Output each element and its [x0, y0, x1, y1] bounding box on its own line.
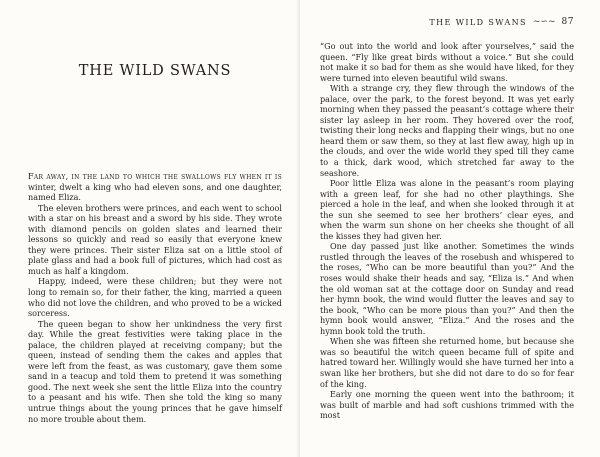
paragraph: “Go out into the world and look after yourselves,” said the queen. “Fly like great birds without a voice.” But she could not make it so bad for them as she would have liked, for they were turned into eleven beautiful wild swans.	[320, 41, 574, 83]
opening-paragraph	[28, 171, 282, 203]
paragraph: Early one morning the queen went into the bathroom; it was built of marble and had soft cushions trimmed with the most	[320, 389, 574, 421]
paragraph: With a strange cry, they flew through the windows of the palace, over the park, to the forest beyond. It was yet early morning when they passed the peasant’s cottage where their sister lay asleep in her room. They hovered over the roof, twisting their long necks and flapping their wings, but no one heard them or saw them, so they at last flew away, high up in the clouds, and over the wide world they sped till they came to a thick, dark wood, which stretched far away to the seashore.	[320, 83, 574, 178]
page-number: 87	[561, 17, 574, 27]
swirl-ornament-icon: ~∽~	[532, 17, 556, 27]
story-title: THE WILD SWANS	[78, 63, 232, 79]
paragraph: When she was fifteen she returned home, but because she was so beautiful the witch queen became full of spite and hatred toward her. Willingly would she have turned her into a swan like her brothers, but she did not dare to do so for fear of the king.	[320, 336, 574, 389]
opening-smallcaps: Far away, in the land to which the swallows fly when it is	[28, 171, 282, 181]
running-title: THE WILD SWANS	[429, 17, 527, 27]
paragraph: The queen began to show her unkindness the very first day. While the great festivities were taking place in the palace, the children played at receiving company; but the queen, instead of sending them the cakes and apples that were left from the feast, as was customary, gave them some sand in a teacup and told them to pretend it was something good. The next week she sent the little Eliza into the country to a peasant and his wife. Then she told the king so many untrue things about the young princes that he gave himself no more trouble about them.	[28, 318, 282, 424]
paragraph: Happy, indeed, were these children; but they were not long to remain so, for their father, the king, married a queen who did not love the children, and who proved to be a wicked sorceress.	[28, 276, 282, 319]
right-page-text	[320, 41, 574, 421]
paragraph: The eleven brothers were princes, and each went to school with a star on his breast and a sword by his side. They wrote with diamond pencils on golden slates and learned their lessons so quickly and read so easily that everyone knew they were princes. Their sister Eliza sat on a little stool of plate glass and had a book full of pictures, which had cost as much as half a kingdom.	[28, 202, 282, 276]
left-page-text	[28, 171, 282, 424]
paragraph: One day passed just like another. Sometimes the winds rustled through the leaves of the rosebush and whispered to the roses, “Who can be more beautiful than you?” And the roses would shake their heads and say, “Eliza is.” And when the old woman sat at the cottage door on Sunday and read her hymn book, the wind would flutter the leaves and say to the book, “Who can be more pious than you?” And then the hymn book would answer, “Eliza.” And the roses and the hymn book told the truth.	[320, 241, 574, 336]
running-head	[429, 17, 574, 27]
paragraph: Poor little Eliza was alone in the peasant’s room playing with a green leaf, for she had no other playthings. She pierced a hole in the leaf, and when she looked through it at the sun she seemed to see her brothers’ clear eyes, and when the warm sun shone on her cheeks she thought of all the kisses they had given her.	[320, 178, 574, 241]
right-page	[300, 0, 600, 457]
opening-rest: winter, dwelt a king who had eleven sons, and one daughter, named Eliza.	[28, 181, 282, 203]
